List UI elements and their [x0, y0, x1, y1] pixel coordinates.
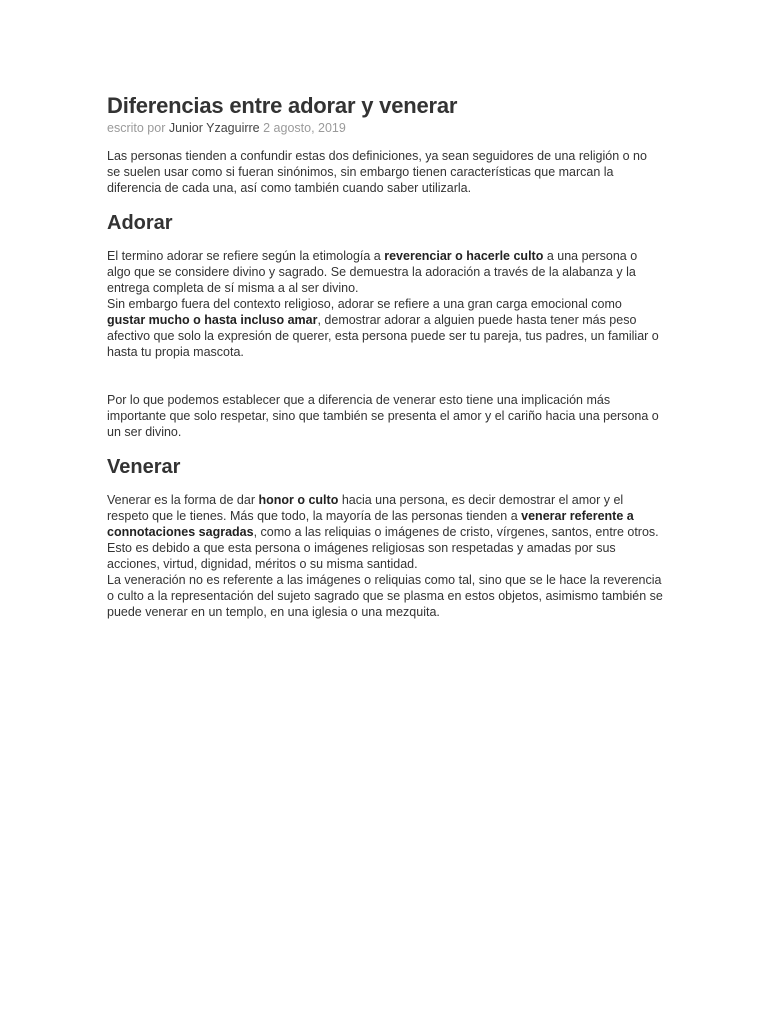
text-run: , como a las reliquias o imágenes de cristo, vírgenes, santos, entre otros. Esto es debido a que esta persona o imágenes religiosas son respetadas y amadas por sus acciones, virtud, dignidad, méritos o su misma santidad.	[107, 525, 659, 571]
text-run: Venerar es la forma de dar	[107, 493, 259, 507]
emphasis-text: gustar mucho o hasta incluso amar	[107, 313, 318, 327]
adorar-paragraph-2	[107, 296, 663, 360]
byline-prefix: escrito por	[107, 121, 166, 135]
venerar-paragraph-1	[107, 492, 663, 572]
publish-date: 2 agosto, 2019	[263, 121, 346, 135]
section-heading-adorar: Adorar	[107, 212, 173, 234]
emphasis-text: venerar referente a connotaciones sagradas	[107, 509, 634, 539]
text-run: , demostrar adorar a alguien puede hasta tener más peso afectivo que solo la expresión de querer, esta persona puede ser tu pareja, tus padres, un familiar o hasta tu propia mascota.	[107, 313, 659, 359]
emphasis-text: reverenciar o hacerle culto	[384, 249, 544, 263]
text-run: El termino adorar se refiere según la etimología a	[107, 249, 385, 263]
author-link[interactable]: Junior Yzaguirre	[168, 121, 260, 135]
adorar-paragraph-3: Por lo que podemos establecer que a diferencia de venerar esto tiene una implicación más importante que solo respetar, sino que también se presenta el amor y el cariño hacia una persona o un ser divino.	[107, 393, 659, 439]
intro-paragraph: Las personas tienden a confundir estas dos definiciones, ya sean seguidores de una religión o no se suelen usar como si fueran sinónimos, sin embargo tienen características que marcan la diferencia de cada una, así como también cuando saber utilizarla.	[107, 149, 647, 195]
emphasis-text: honor o culto	[258, 493, 339, 507]
text-run: a una persona o algo que se considere divino y sagrado. Se demuestra la adoración a través de la alabanza y la entrega completa de sí misma a al ser divino.	[107, 249, 638, 295]
byline	[107, 120, 663, 136]
text-run: hacia una persona, es decir demostrar el amor y el respeto que le tienes. Más que todo, la mayoría de las personas tienden a	[107, 493, 624, 523]
adorar-paragraph-1	[107, 248, 663, 296]
section-heading-venerar: Venerar	[107, 456, 181, 478]
article-title: Diferencias entre adorar y venerar	[107, 93, 458, 118]
article	[107, 92, 663, 620]
venerar-paragraph-2: La veneración no es referente a las imágenes o reliquias como tal, sino que se le hace la reverencia o culto a la representación del sujeto sagrado que se plasma en estos objetos, asimismo también se puede venerar en un templo, en una iglesia o una mezquita.	[107, 573, 663, 619]
text-run: Sin embargo fuera del contexto religioso, adorar se refiere a una gran carga emocional como	[107, 297, 622, 311]
